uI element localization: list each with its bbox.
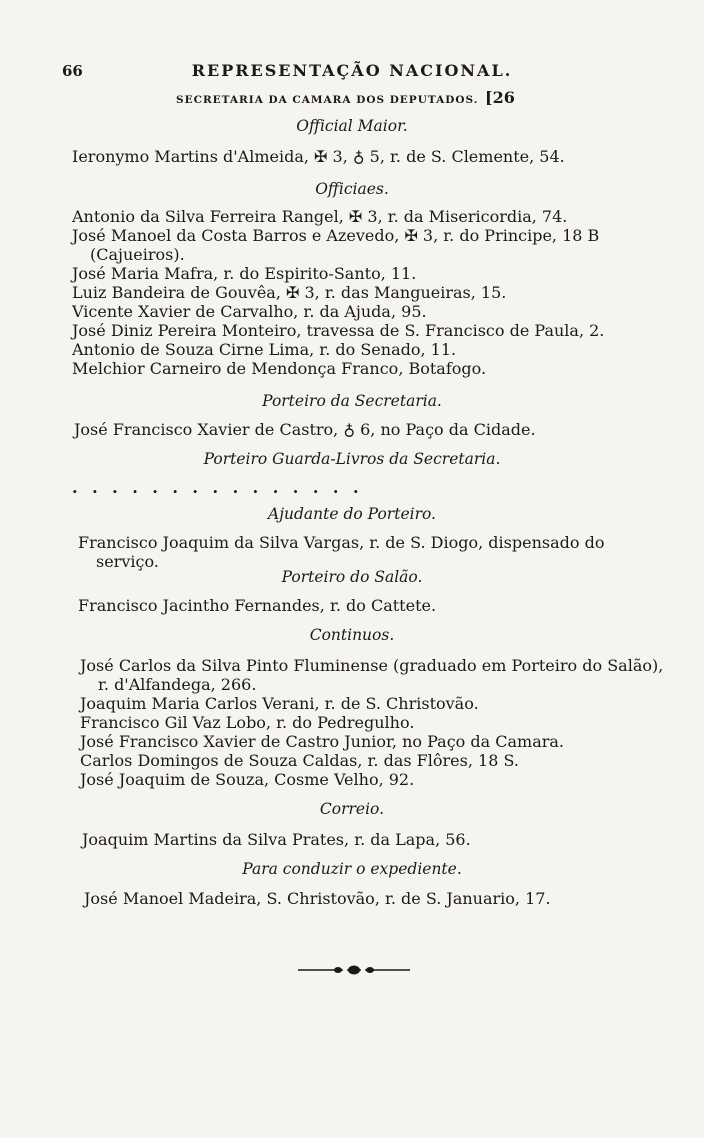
entry-line: Luiz Bandeira de Gouvêa, ✠ 3, r. das Mangueiras, 15. [72, 283, 507, 302]
entry-line: José Maria Mafra, r. do Espirito-Santo, 11. [72, 264, 417, 283]
entry-line: José Francisco Xavier de Castro Junior, no Paço da Camara. [80, 732, 565, 751]
entry-line: Francisco Joaquim da Silva Vargas, r. de S. Diogo, dispensado do [78, 533, 605, 552]
entry-line: Joaquim Martins da Silva Prates, r. da Lapa, 56. [82, 830, 471, 849]
ornament-divider [298, 963, 410, 977]
heading-correio: Correio. [319, 800, 385, 818]
entry-line: José Joaquim de Souza, Cosme Velho, 92. [80, 770, 415, 789]
entry-line: Carlos Domingos de Souza Caldas, r. das Flôres, 18 S. [80, 751, 519, 770]
heading-porteiro-secretaria: Porteiro da Secretaria. [262, 392, 442, 410]
heading-para-conduzir: Para conduzir o expediente. [242, 860, 462, 878]
entry-line: serviço. [96, 552, 159, 571]
section-subheader [176, 88, 515, 107]
subheader-text: SECRETARIA DA CAMARA DOS DEPUTADOS. [176, 94, 479, 106]
dot-leader: ............... [72, 478, 374, 497]
entry-line: José Carlos da Silva Pinto Fluminense (graduado em Porteiro do Salão), [80, 656, 664, 675]
section-number: [26 [485, 88, 515, 107]
heading-ajudante-porteiro: Ajudante do Porteiro. [268, 505, 436, 523]
entry-line: Antonio da Silva Ferreira Rangel, ✠ 3, r. da Misericordia, 74. [72, 207, 568, 226]
heading-porteiro-guarda-livros: Porteiro Guarda-Livros da Secretaria. [203, 450, 501, 468]
entry-line: José Manoel da Costa Barros e Azevedo, ✠ 3, r. do Principe, 18 B [72, 226, 600, 245]
entry-line: Ieronymo Martins d'Almeida, ✠ 3, ♁ 5, r. de S. Clemente, 54. [72, 147, 565, 166]
running-title: REPRESENTAÇÃO NACIONAL. [191, 61, 513, 80]
heading-continuos: Continuos. [309, 626, 395, 644]
heading-officiaes: Officiaes. [315, 180, 389, 198]
entry-line: Joaquim Maria Carlos Verani, r. de S. Christovão. [80, 694, 479, 713]
heading-porteiro-salao: Porteiro do Salão. [281, 568, 423, 586]
entry-line: Francisco Jacintho Fernandes, r. do Cattete. [78, 596, 437, 615]
entry-line: Melchior Carneiro de Mendonça Franco, Botafogo. [72, 359, 487, 378]
entry-line: Francisco Gil Vaz Lobo, r. do Pedregulho. [80, 713, 415, 732]
entry-line: José Manoel Madeira, S. Christovão, r. de S. Januario, 17. [84, 889, 551, 908]
entry-line: Vicente Xavier de Carvalho, r. da Ajuda, 95. [72, 302, 427, 321]
heading-official-maior: Official Maior. [296, 117, 408, 135]
entry-line: r. d'Alfandega, 266. [98, 675, 257, 694]
entry-line: Antonio de Souza Cirne Lima, r. do Senado, 11. [72, 340, 457, 359]
page-number: 66 [62, 62, 83, 80]
entry-line: José Diniz Pereira Monteiro, travessa de S. Francisco de Paula, 2. [72, 321, 605, 340]
entry-line: (Cajueiros). [90, 245, 185, 264]
entry-line: José Francisco Xavier de Castro, ♁ 6, no Paço da Cidade. [74, 420, 536, 439]
